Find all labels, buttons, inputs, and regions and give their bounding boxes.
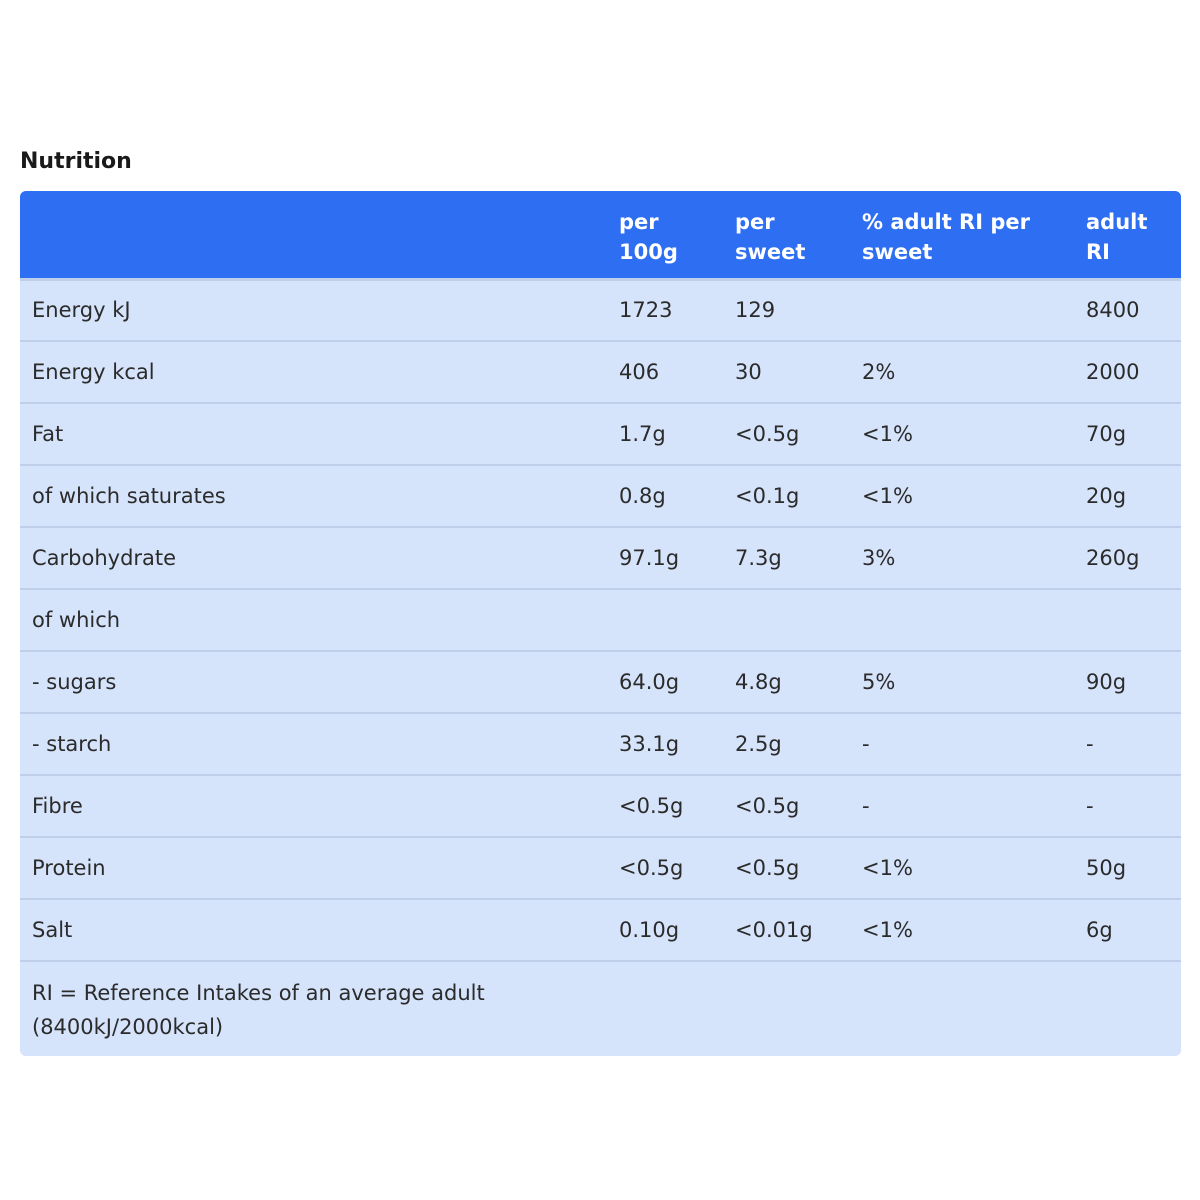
- footnote-cell: [20, 961, 1181, 1056]
- page-title: Nutrition: [20, 149, 132, 174]
- footnote-text: RI = Reference Intakes of an average adult (8400kJ/2000kcal): [32, 981, 485, 1039]
- percent-ri-value: 2%: [850, 341, 1074, 403]
- adult-ri-value: 8400: [1074, 279, 1181, 341]
- nutrient-name: Energy kJ: [20, 279, 607, 341]
- nutrient-name: Carbohydrate: [20, 527, 607, 589]
- per-100g-value: 33.1g: [607, 713, 723, 775]
- nutrient-name: - sugars: [20, 651, 607, 713]
- nutrient-name: of which: [20, 589, 607, 651]
- table-row: [20, 651, 1181, 713]
- header-percent-ri: % adult RI per sweet: [850, 191, 1074, 279]
- per-100g-value: 1.7g: [607, 403, 723, 465]
- nutrient-name: - starch: [20, 713, 607, 775]
- per-sweet-value: 2.5g: [723, 713, 850, 775]
- nutrient-name: Fibre: [20, 775, 607, 837]
- per-100g-value: 0.10g: [607, 899, 723, 961]
- adult-ri-value: -: [1074, 713, 1181, 775]
- percent-ri-value: 3%: [850, 527, 1074, 589]
- adult-ri-value: 20g: [1074, 465, 1181, 527]
- percent-ri-value: <1%: [850, 465, 1074, 527]
- header-adult-ri: adult RI: [1074, 191, 1181, 279]
- percent-ri-value: <1%: [850, 403, 1074, 465]
- adult-ri-value: 90g: [1074, 651, 1181, 713]
- per-sweet-value: <0.1g: [723, 465, 850, 527]
- per-sweet-value: <0.01g: [723, 899, 850, 961]
- adult-ri-value: 260g: [1074, 527, 1181, 589]
- per-100g-value: <0.5g: [607, 837, 723, 899]
- per-100g-value: [607, 589, 723, 651]
- table-row: [20, 713, 1181, 775]
- percent-ri-value: 5%: [850, 651, 1074, 713]
- table-row: [20, 589, 1181, 651]
- table-row: [20, 775, 1181, 837]
- nutrient-name: Energy kcal: [20, 341, 607, 403]
- per-sweet-value: 129: [723, 279, 850, 341]
- nutrient-name: Fat: [20, 403, 607, 465]
- adult-ri-value: [1074, 589, 1181, 651]
- header-per-100g: per 100g: [607, 191, 723, 279]
- per-sweet-value: 7.3g: [723, 527, 850, 589]
- nutrient-name: Salt: [20, 899, 607, 961]
- table-row: [20, 527, 1181, 589]
- nutrition-table: [20, 191, 1181, 1056]
- per-100g-value: 97.1g: [607, 527, 723, 589]
- adult-ri-value: 6g: [1074, 899, 1181, 961]
- header-nutrient: [20, 191, 607, 279]
- adult-ri-value: -: [1074, 775, 1181, 837]
- per-100g-value: 0.8g: [607, 465, 723, 527]
- percent-ri-value: -: [850, 713, 1074, 775]
- per-sweet-value: <0.5g: [723, 775, 850, 837]
- percent-ri-value: <1%: [850, 837, 1074, 899]
- nutrition-table-container: [20, 191, 1181, 1056]
- nutrient-name: Protein: [20, 837, 607, 899]
- per-100g-value: 406: [607, 341, 723, 403]
- footnote-row: [20, 961, 1181, 1056]
- table-row: [20, 279, 1181, 341]
- adult-ri-value: 70g: [1074, 403, 1181, 465]
- table-row: [20, 341, 1181, 403]
- adult-ri-value: 50g: [1074, 837, 1181, 899]
- per-sweet-value: 4.8g: [723, 651, 850, 713]
- per-100g-value: <0.5g: [607, 775, 723, 837]
- percent-ri-value: -: [850, 775, 1074, 837]
- per-100g-value: 1723: [607, 279, 723, 341]
- percent-ri-value: [850, 589, 1074, 651]
- table-row: [20, 465, 1181, 527]
- nutrient-name: of which saturates: [20, 465, 607, 527]
- table-row: [20, 899, 1181, 961]
- adult-ri-value: 2000: [1074, 341, 1181, 403]
- header-per-sweet: per sweet: [723, 191, 850, 279]
- table-header-row: [20, 191, 1181, 279]
- percent-ri-value: <1%: [850, 899, 1074, 961]
- table-row: [20, 403, 1181, 465]
- per-sweet-value: 30: [723, 341, 850, 403]
- percent-ri-value: [850, 279, 1074, 341]
- per-sweet-value: <0.5g: [723, 403, 850, 465]
- per-sweet-value: <0.5g: [723, 837, 850, 899]
- per-100g-value: 64.0g: [607, 651, 723, 713]
- table-row: [20, 837, 1181, 899]
- per-sweet-value: [723, 589, 850, 651]
